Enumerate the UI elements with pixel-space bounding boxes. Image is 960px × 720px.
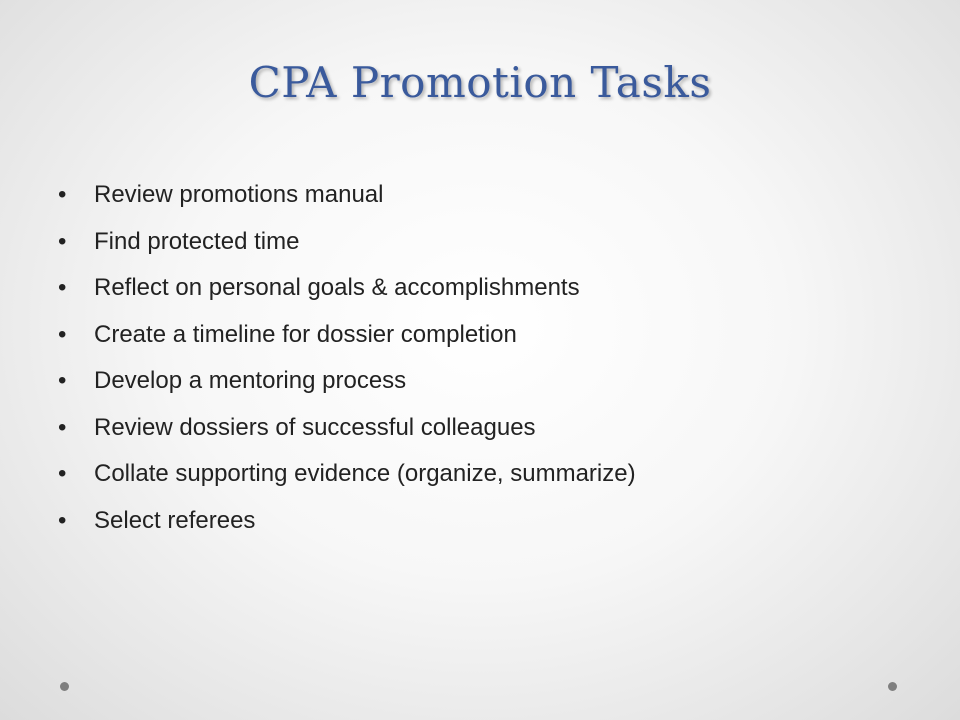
bullet-text: Collate supporting evidence (organize, summarize)	[94, 460, 636, 487]
bullet-text: Develop a mentoring process	[94, 367, 407, 394]
bullet-text: Select referees	[94, 506, 256, 534]
list-item	[58, 265, 918, 312]
bullet-icon: •	[58, 320, 67, 348]
bullet-text: Review dossiers of successful colleagues	[94, 413, 536, 441]
bullet-icon: •	[58, 181, 67, 208]
bullet-text: Reflect on personal goals & accomplishments	[94, 274, 580, 301]
list-item	[58, 358, 918, 405]
bullet-icon: •	[58, 367, 67, 394]
bullet-icon: •	[58, 227, 67, 255]
bullet-icon: •	[58, 274, 67, 301]
bullet-text: Find protected time	[94, 227, 300, 255]
list-item	[58, 405, 918, 452]
list-item	[58, 172, 918, 219]
bullet-list	[58, 172, 918, 544]
list-item	[58, 219, 918, 266]
bullet-icon: •	[58, 506, 67, 534]
list-item	[58, 498, 918, 545]
corner-dot-right-icon	[888, 682, 897, 691]
corner-dot-left-icon	[60, 682, 69, 691]
bullet-icon: •	[58, 460, 67, 487]
bullet-icon: •	[58, 413, 67, 441]
list-item	[58, 312, 918, 359]
list-item	[58, 451, 918, 498]
slide-title: CPA Promotion Tasks	[248, 58, 712, 107]
bullet-text: Review promotions manual	[94, 181, 384, 208]
bullet-text: Create a timeline for dossier completion	[94, 320, 517, 348]
